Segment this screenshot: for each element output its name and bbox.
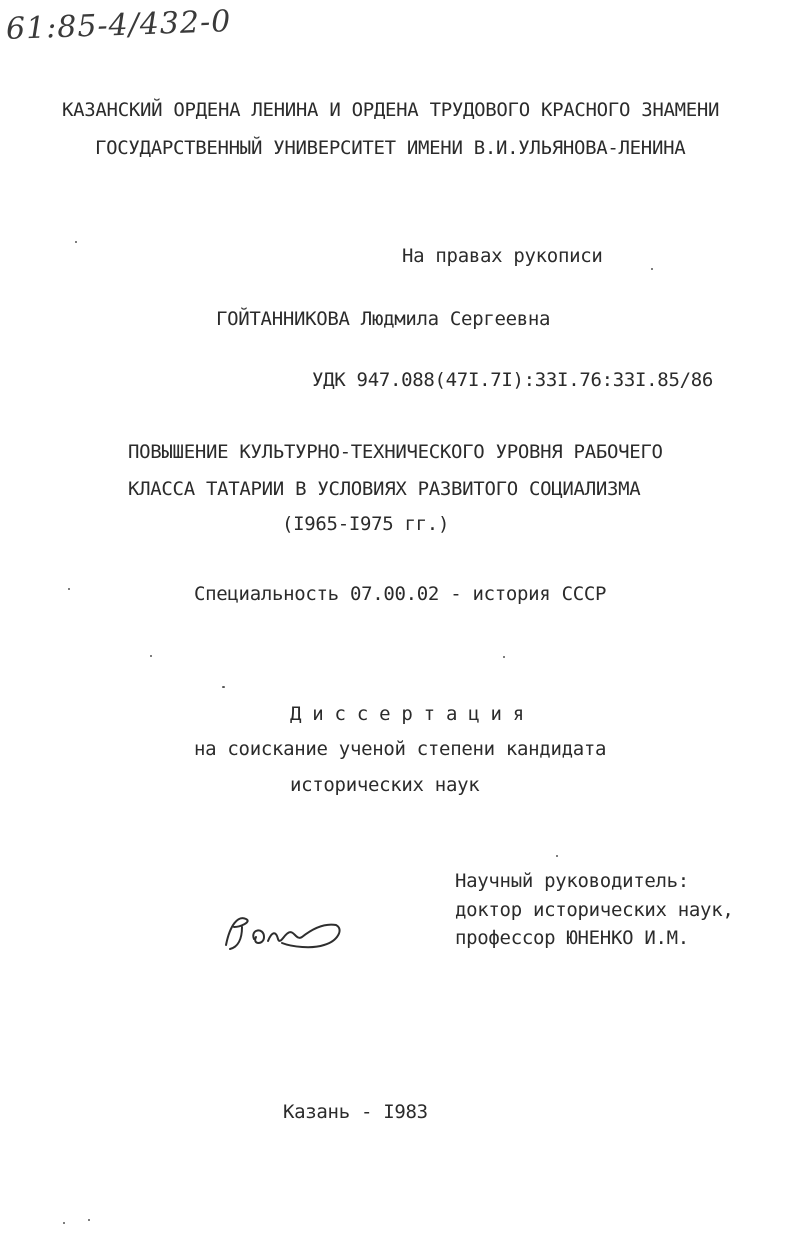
title-line-2: КЛАССА ТАТАРИИ В УСЛОВИЯХ РАЗВИТОГО СОЦИАЛИЗМА [128, 478, 641, 500]
degree-line-2: на соискание ученой степени кандидата [194, 738, 607, 760]
institution-line-1: КАЗАНСКИЙ ОРДЕНА ЛЕНИНА И ОРДЕНА ТРУДОВОГО КРАСНОГО ЗНАМЕНИ [62, 99, 720, 121]
archive-mark-handwritten: 61:85-4/432-0 [5, 4, 232, 47]
scan-speck [651, 268, 653, 270]
supervisor-name: профессор ЮНЕНКО И.М. [455, 927, 689, 949]
supervisor-degree: доктор исторических наук, [455, 899, 734, 921]
degree-heading: Д и с с е р т а ц и я [290, 703, 524, 725]
manuscript-note: На правах рукописи [402, 245, 603, 267]
scan-speck [75, 241, 77, 243]
supervisor-label: Научный руководитель: [455, 870, 689, 892]
author-name: ГОЙТАННИКОВА Людмила Сергеевна [216, 308, 551, 330]
scan-speck [68, 588, 70, 590]
scan-speck [503, 656, 505, 658]
title-years: (I965-I975 гг.) [282, 513, 450, 535]
author-signature [220, 905, 345, 957]
specialty: Специальность 07.00.02 - история СССР [194, 583, 607, 605]
udc-code: УДК 947.088(47I.7I):33I.76:33I.85/86 [312, 369, 714, 391]
scan-speck [222, 686, 225, 688]
title-line-1: ПОВЫШЕНИЕ КУЛЬТУРНО-ТЕХНИЧЕСКОГО УРОВНЯ РАБОЧЕГО [128, 441, 663, 463]
institution-line-2: ГОСУДАРСТВЕННЫЙ УНИВЕРСИТЕТ ИМЕНИ В.И.УЛЬЯНОВА-ЛЕНИНА [95, 137, 686, 159]
scan-speck [63, 1222, 65, 1224]
scan-speck [88, 1219, 90, 1221]
scan-speck [150, 655, 152, 657]
scan-speck [556, 855, 558, 857]
place-and-year: Казань - I983 [283, 1101, 428, 1123]
degree-line-3: исторических наук [290, 774, 480, 796]
